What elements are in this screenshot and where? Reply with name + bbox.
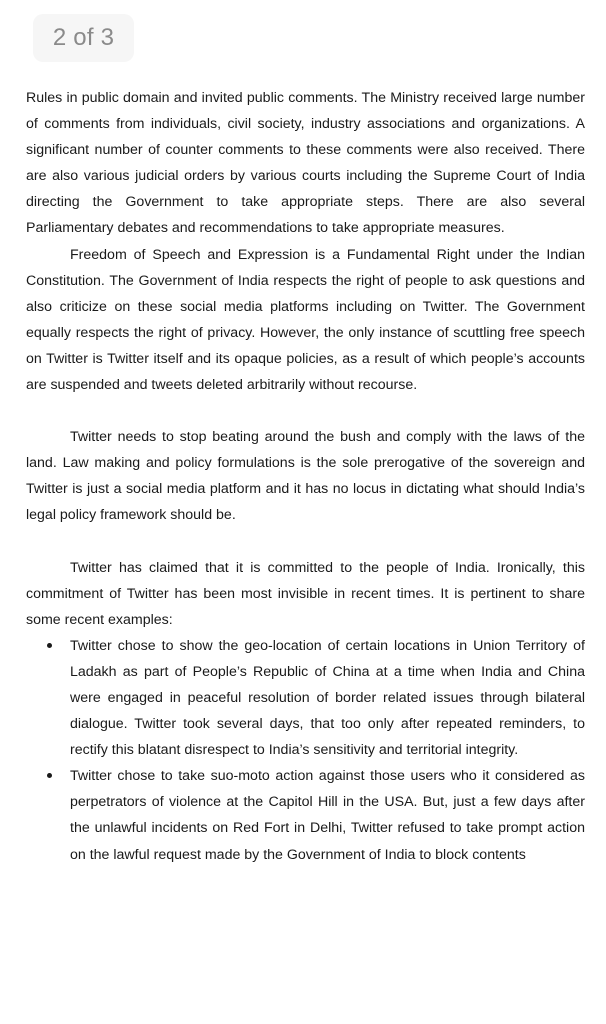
- paragraph-comply-with-laws: Twitter needs to stop beating around the bush and comply with the laws of the land. Law making and policy formulations is the sole prerogative of the sovereign and Twitter is just a social media platform and it has no locus in dictating what should India’s legal policy framework should be.: [26, 429, 585, 524]
- bullet-dot-icon: [47, 643, 52, 648]
- examples-bullet-list: [26, 633, 585, 868]
- document-body: [26, 85, 585, 868]
- paragraph-freedom-of-speech: Freedom of Speech and Expression is a Fundamental Right under the Indian Constitution. The Government of India respects the right of people to ask questions and also criticize on these social media platforms including on Twitter. The Government equally respects the right of privacy. However, the only instance of scuttling free speech on Twitter is Twitter itself and its opaque policies, as a result of which people’s accounts are suspended and tweets deleted arbitrarily without recourse.: [26, 246, 585, 394]
- bullet-item-ladakh: [26, 633, 585, 763]
- page-indicator-badge: [33, 14, 134, 62]
- paragraph-rules-comments: Rules in public domain and invited public comments. The Ministry received large number of comments from individuals, civil society, industry associations and organizations. A significant number of counter comments to these comments were also received. There are also various judicial orders by various courts including the Supreme Court of India directing the Government to take appropriate steps. There are also several Parliamentary debates and recommendations to take appropriate measures.: [26, 90, 585, 237]
- paragraph-spacer: [26, 398, 585, 424]
- bullet-text: Twitter chose to show the geo-location of certain locations in Union Territory of Ladakh as part of People’s Republic of China at a time when India and China were engaged in peaceful resolution of border related issues through bilateral dialogue. Twitter took several days, that too only after repeated reminders, to rectify this blatant disrespect to India’s sensitivity and territorial integrity.: [70, 637, 585, 759]
- paragraph-spacer: [26, 529, 585, 555]
- bullet-dot-icon: [47, 773, 52, 778]
- bullet-item-capitol-hill: [26, 763, 585, 867]
- page-indicator-label: 2 of 3: [52, 24, 115, 51]
- bullet-text: Twitter chose to take suo-moto action against those users who it considered as perpetrators of violence at the Capitol Hill in the USA. But, just a few days after the unlawful incidents on Red Fort in Delhi, Twitter refused to take prompt action on the lawful request made by the Government of India to block contents: [70, 768, 585, 863]
- paragraph-commitment-examples: Twitter has claimed that it is committed to the people of India. Ironically, this commitment of Twitter has been most invisible in recent times. It is pertinent to share some recent examples:: [26, 559, 585, 628]
